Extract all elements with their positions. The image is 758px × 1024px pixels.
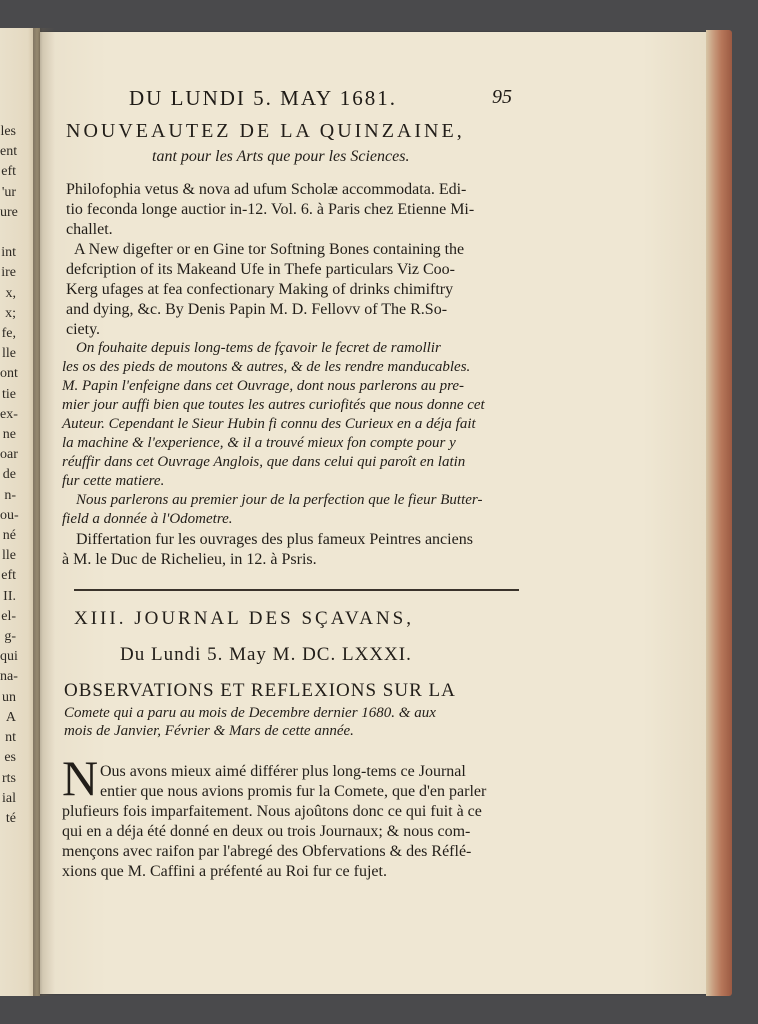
- previous-page-fragment: lle: [2, 548, 16, 564]
- italic-text-line: les os des pieds de moutons & autres, & de les rendre manducables.: [62, 359, 471, 375]
- journal-heading: XIII. JOURNAL DES SÇAVANS,: [74, 608, 414, 629]
- body-text-line: qui en a déja été donné en deux ou trois Journaux; & nous com-: [62, 823, 471, 840]
- text-line: Philofophia vetus & nova ad ufum Scholæ accommodata. Edi-: [66, 181, 467, 198]
- previous-page-fragment: lle: [2, 346, 16, 362]
- italic-text-line: On fouhaite depuis long-tems de fçavoir le fecret de ramollir: [76, 340, 441, 356]
- previous-page-fragment: x;: [5, 305, 16, 321]
- previous-page-fragment: né: [2, 528, 16, 544]
- section-divider-rule: [74, 589, 519, 591]
- previous-page-fragment: fe,: [1, 326, 16, 342]
- previous-page-fragment: nt: [5, 730, 16, 746]
- journal-date: Du Lundi 5. May M. DC. LXXXI.: [120, 644, 412, 665]
- previous-page-fragment: ou-: [0, 507, 19, 523]
- previous-page-fragment: A: [5, 709, 16, 725]
- section-title-nouveautez: NOUVEAUTEZ DE LA QUINZAINE,: [66, 120, 465, 142]
- previous-page-fragment: té: [5, 810, 16, 826]
- previous-page-fragment: [0, 223, 16, 243]
- previous-page-fragment: de: [2, 467, 16, 483]
- previous-page-fragment: x,: [5, 285, 16, 301]
- italic-text-line: fur cette matiere.: [62, 473, 165, 489]
- previous-page-fragment: oar: [0, 447, 18, 463]
- body-text-line: Ous avons mieux aimé différer plus long-tems ce Journal: [100, 763, 466, 780]
- italic-text-line: Nous parlerons au premier jour de la perfection que le fieur Butter-: [76, 492, 483, 508]
- italic-text-line: mier jour auffi bien que toutes les autres curiofités que nous donne cet: [62, 397, 485, 413]
- article-subtitle-line: Comete qui a paru au mois de Decembre dernier 1680. & aux: [64, 705, 436, 721]
- previous-page-fragment: rts: [2, 770, 16, 786]
- italic-text-line: Auteur. Cependant le Sieur Hubin fi connu des Curieux en a déja fait: [62, 416, 476, 432]
- italic-text-line: M. Papin l'enfeigne dans cet Ouvrage, dont nous parlerons au pre-: [62, 378, 465, 394]
- article-title: OBSERVATIONS ET REFLEXIONS SUR LA: [64, 680, 456, 701]
- running-head-date: DU LUNDI 5. MAY 1681.: [129, 86, 397, 110]
- page-number: 95: [492, 86, 512, 108]
- previous-page-fragment: tie: [2, 386, 16, 402]
- text-line: tio feconda longe auctior in-12. Vol. 6. à Paris chez Etienne Mi-: [66, 201, 475, 218]
- previous-page-fragment: el-: [1, 608, 16, 624]
- text-line: à M. le Duc de Richelieu, in 12. à Psris.: [62, 551, 317, 568]
- previous-page-fragment: g-: [4, 629, 16, 645]
- previous-page-fragment: ont: [0, 366, 18, 382]
- section-subtitle: tant pour les Arts que pour les Sciences.: [152, 148, 410, 165]
- previous-page-fragment: eft: [1, 164, 16, 180]
- previous-page-fragment: ire: [1, 265, 16, 281]
- body-text-line: plufieurs fois imparfaitement. Nous ajoûtons donc ce qui fuit à ce: [62, 803, 482, 820]
- previous-page-fragment: ex-: [0, 406, 18, 422]
- previous-page-fragment: ent: [0, 144, 18, 160]
- previous-page-fragment: un: [2, 689, 16, 705]
- previous-page-fragment: II.: [3, 588, 16, 604]
- previous-page-fragment: n-: [4, 487, 16, 503]
- italic-text-line: réuffir dans cet Ouvrage Anglois, que dans celui qui paroît en latin: [62, 454, 466, 470]
- text-line: Differtation fur les ouvrages des plus fameux Peintres anciens: [76, 531, 473, 548]
- previous-page-fragment: es: [4, 750, 16, 766]
- previous-page-fragment: na-: [0, 669, 18, 685]
- text-line: Kerg ufages at fea confectionary Making of drinks chimiftry: [66, 281, 454, 298]
- previous-page-fragment: 'ur: [1, 184, 16, 200]
- previous-page-text-fragments: [0, 122, 19, 829]
- body-text-line: entier que nous avions promis fur la Comete, que d'en parler: [100, 783, 487, 800]
- page-fore-edge: [706, 30, 732, 996]
- body-text-line: mençons avec raifon par l'abregé des Obfervations & des Réflé-: [62, 843, 472, 860]
- book-gutter-shadow: [33, 28, 55, 996]
- previous-page-fragment: les: [0, 124, 16, 139]
- previous-page-fragment: ne: [2, 427, 16, 443]
- previous-page-fragment: ial: [2, 790, 16, 806]
- text-line: ciety.: [66, 321, 101, 338]
- italic-text-line: la machine & l'experience, & il a trouvé mieux fon compte pour y: [62, 435, 456, 451]
- text-line: A New digefter or en Gine tor Softning Bones containing the: [74, 241, 465, 258]
- drop-cap-letter: N: [62, 750, 99, 806]
- text-line: challet.: [66, 221, 113, 238]
- previous-page-fragment: eft: [1, 568, 16, 584]
- article-subtitle-line: mois de Janvier, Février & Mars de cette année.: [64, 723, 354, 739]
- italic-text-line: field a donnée à l'Odometre.: [62, 511, 233, 527]
- body-text-line: xions que M. Caffini a préfenté au Roi fur ce fujet.: [62, 863, 387, 880]
- text-line: and dying, &c. By Denis Papin M. D. Fellovv of The R.So-: [66, 301, 448, 318]
- text-line: defcription of its Makeand Ufe in Thefe particulars Viz Coo-: [66, 261, 455, 278]
- previous-page-fragment: ure: [0, 204, 18, 220]
- previous-page-fragment: qui: [0, 649, 18, 665]
- previous-page-fragment: int: [1, 245, 16, 261]
